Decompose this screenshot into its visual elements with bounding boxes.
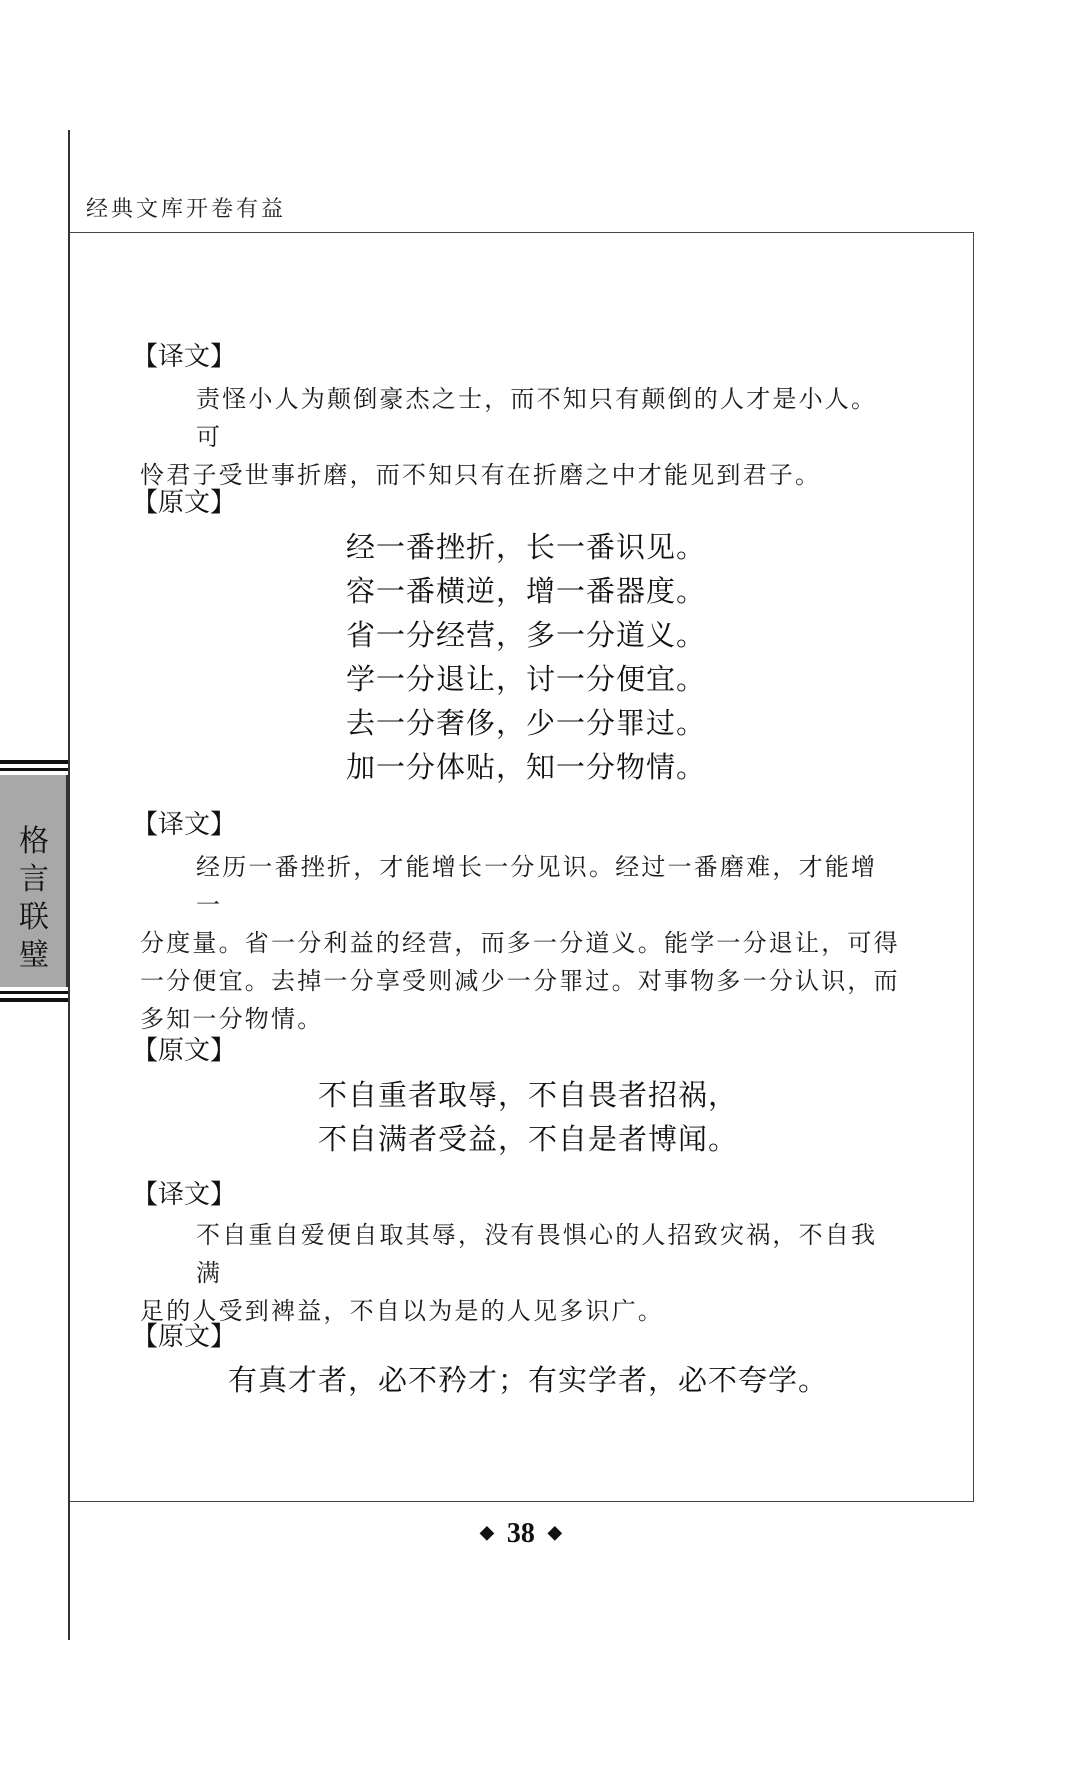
verse-line: 去一分奢侈，少一分罪过。 — [346, 706, 707, 740]
diamond-icon: ◆ — [480, 1522, 494, 1542]
paragraph-line: 不自重自爱便自取其辱，没有畏惧心的人招致灾祸，不自我满 — [196, 1221, 878, 1287]
translation-paragraph — [140, 1216, 900, 1330]
verse-line: 加一分体贴，知一分物情。 — [346, 750, 707, 784]
section-label: 【译文】 — [132, 342, 237, 372]
verse-line: 有真才者，必不矜才；有实学者，必不夸学。 — [228, 1363, 829, 1397]
page-footer — [480, 1518, 562, 1550]
paragraph-line: 分度量。省一分利益的经营，而多一分道义。能学一分退让，可得 — [140, 929, 900, 957]
side-tab-bottom-bar — [0, 998, 68, 1002]
section-label: 【译文】 — [132, 1180, 237, 1210]
section-label: 【原文】 — [132, 488, 237, 518]
section-label: 【原文】 — [132, 1322, 237, 1352]
paragraph-line: 经历一番挫折，才能增长一分见识。经过一番磨难，才能增一 — [196, 853, 878, 919]
side-tab-char: 联 — [19, 900, 49, 935]
side-tab-top-bar-thin — [0, 768, 68, 771]
series-title: 经典文库开卷有益 — [86, 197, 287, 222]
verse-line: 学一分退让，讨一分便宜。 — [346, 662, 707, 696]
paragraph-line: 一分便宜。去掉一分享受则减少一分罪过。对事物多一分认识，而 — [140, 967, 900, 995]
page-number: 38 — [506, 1518, 535, 1549]
section-label: 【原文】 — [132, 1036, 237, 1066]
section-label: 【译文】 — [132, 810, 237, 840]
translation-paragraph — [140, 848, 900, 1038]
side-tab-char: 璧 — [19, 938, 49, 973]
verse-line: 经一番挫折，长一番识见。 — [346, 530, 707, 564]
side-tab-char: 格 — [19, 824, 49, 859]
verse-line: 不自重者取辱，不自畏者招祸， — [318, 1078, 739, 1112]
translation-paragraph — [140, 380, 900, 494]
diamond-icon: ◆ — [547, 1522, 562, 1542]
paragraph-line: 多知一分物情。 — [140, 1005, 324, 1033]
verse-line: 省一分经营，多一分道义。 — [346, 618, 707, 652]
side-tab-char: 言 — [19, 862, 49, 897]
paragraph-line: 足的人受到裨益，不自以为是的人见多识广。 — [140, 1297, 664, 1325]
paragraph-line: 责怪小人为颠倒豪杰之士，而不知只有颠倒的人才是小人。可 — [196, 385, 878, 451]
paragraph-line: 怜君子受世事折磨，而不知只有在折磨之中才能见到君子。 — [140, 461, 822, 489]
verse-line: 不自满者受益，不自是者博闻。 — [318, 1122, 739, 1156]
verse-line: 容一番横逆，增一番器度。 — [346, 574, 707, 608]
side-tab-bottom-bar-thin — [0, 991, 68, 994]
side-tab-top-bar — [0, 760, 68, 764]
